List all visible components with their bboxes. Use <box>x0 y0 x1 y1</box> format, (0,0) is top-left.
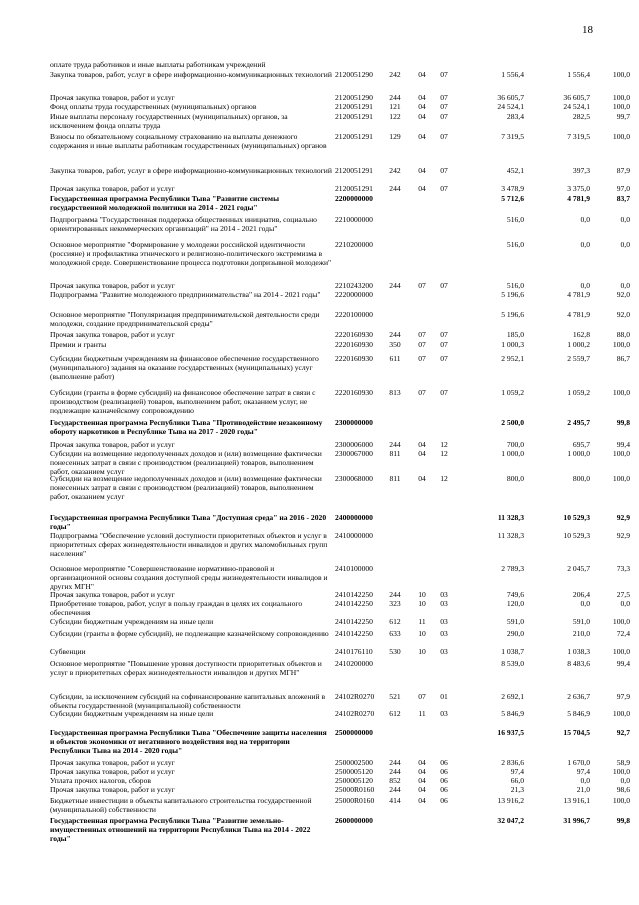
table-cell-code: 2220160930 <box>335 354 373 363</box>
table-cell-expense-type: 244 <box>389 330 401 339</box>
table-cell-plan: 66,0 <box>510 776 524 785</box>
table-cell-percent: 0,0 <box>620 281 630 290</box>
table-cell-plan: 21,3 <box>510 785 524 794</box>
table-cell-subsection: 03 <box>440 599 448 608</box>
table-cell-subsection: 07 <box>440 388 448 397</box>
table-cell-expense-type: 244 <box>389 93 401 102</box>
table-cell-code: 2120051291 <box>335 102 373 111</box>
table-cell-name: Прочая закупка товаров, работ и услуг <box>50 184 175 193</box>
table-cell-percent: 100,0 <box>612 388 630 397</box>
table-cell-section: 07 <box>418 281 426 290</box>
table-cell-fact: 2 636,7 <box>567 692 590 701</box>
table-cell-fact: 591,0 <box>572 617 590 626</box>
table-cell-percent: 92,0 <box>616 310 630 319</box>
table-cell-expense-type: 244 <box>389 281 401 290</box>
table-cell-name: Подпрограмма "Развитие молодежного предпринимательства" на 2014 - 2021 годы" <box>50 290 321 299</box>
table-cell-plan: 283,4 <box>506 112 524 121</box>
table-cell-name: Прочая закупка товаров, работ и услуг <box>50 281 175 290</box>
table-cell-subsection: 12 <box>440 440 448 449</box>
table-cell-percent: 92,7 <box>616 728 630 737</box>
table-cell-plan: 516,0 <box>506 281 524 290</box>
table-cell-name: Субсидии бюджетным учреждениям на иные цели <box>50 709 214 718</box>
table-cell-section: 04 <box>418 758 426 767</box>
table-cell-section: 07 <box>418 330 426 339</box>
table-cell-name: Субсидии бюджетным учреждениям на иные цели <box>50 617 214 626</box>
table-cell-fact: 0,0 <box>580 776 590 785</box>
table-cell-fact: 4 781,9 <box>567 290 590 299</box>
table-cell-percent: 87,9 <box>616 166 630 175</box>
table-cell-percent: 100,0 <box>612 647 630 656</box>
table-cell-fact: 0,0 <box>580 281 590 290</box>
table-cell-code: 24102R0270 <box>335 692 375 701</box>
table-cell-code: 2410142250 <box>335 590 373 599</box>
table-cell-name: Субсидии бюджетным учреждениям на финансовое обеспечение государственного (муниципального) задания на оказание государственных (муниципальных) услуг (выполнение работ) <box>50 354 319 381</box>
table-cell-section: 04 <box>418 474 426 483</box>
table-cell-subsection: 07 <box>440 102 448 111</box>
table-cell-name: Государственная программа Республики Тыва "Противодействие незаконному обороту наркотиков в Республике Тыва на 2017 - 2020 годы" <box>50 418 323 436</box>
table-cell-expense-type: 323 <box>389 599 401 608</box>
table-cell-subsection: 06 <box>440 776 448 785</box>
table-cell-expense-type: 852 <box>389 776 401 785</box>
table-cell-fact: 2 559,7 <box>567 354 590 363</box>
table-cell-code: 2400000000 <box>335 513 373 522</box>
table-cell-section: 07 <box>418 388 426 397</box>
table-cell-subsection: 07 <box>440 112 448 121</box>
table-cell-fact: 36 605,7 <box>563 93 590 102</box>
table-cell-expense-type: 633 <box>389 629 401 638</box>
table-cell-fact: 8 483,6 <box>567 659 590 668</box>
table-cell-percent: 99,8 <box>616 816 630 825</box>
table-cell-code: 2210200000 <box>335 240 373 249</box>
table-cell-expense-type: 612 <box>389 617 401 626</box>
table-cell-fact: 1 670,0 <box>567 758 590 767</box>
table-cell-name: Субсидии на возмещение недополученных доходов и (или) возмещение фактически понесенных затрат в связи с производством (реализацией) товаров, выполнением работ, оказанием услуг <box>50 449 322 476</box>
table-cell-name: Уплата прочих налогов, сборов <box>50 776 151 785</box>
table-cell-subsection: 07 <box>440 184 448 193</box>
table-cell-fact: 31 996,7 <box>563 816 590 825</box>
table-cell-section: 04 <box>418 184 426 193</box>
table-cell-percent: 92,9 <box>616 513 630 522</box>
table-cell-section: 10 <box>418 647 426 656</box>
table-cell-percent: 88,0 <box>616 330 630 339</box>
table-cell-code: 2210243200 <box>335 281 373 290</box>
table-cell-code: 2410142250 <box>335 599 373 608</box>
table-cell-expense-type: 244 <box>389 184 401 193</box>
table-cell-name: оплате труда работников и иные выплаты работникам учреждений <box>50 60 266 69</box>
table-cell-percent: 99,4 <box>616 440 630 449</box>
table-cell-subsection: 03 <box>440 617 448 626</box>
table-cell-fact: 21,0 <box>576 785 590 794</box>
table-cell-plan: 5 196,6 <box>501 310 524 319</box>
table-cell-code: 2120051290 <box>335 70 373 79</box>
table-cell-percent: 92,9 <box>616 531 630 540</box>
table-cell-name: Основное мероприятие "Совершенствование нормативно-правовой и организационной основы создания доступной среды жизнедеятельности инвалидов и других МГН" <box>50 564 328 591</box>
table-cell-code: 2410176110 <box>335 647 373 656</box>
table-cell-subsection: 07 <box>440 354 448 363</box>
table-cell-percent: 99,8 <box>616 418 630 427</box>
table-cell-expense-type: 612 <box>389 709 401 718</box>
table-cell-name: Субсидии (гранты в форме субсидий) на финансовое обеспечение затрат в связи с производством (реализацией) товаров, выполнением работ, оказанием услуг, не подлежащие казначейскому сопровождению <box>50 388 316 415</box>
table-cell-subsection: 07 <box>440 166 448 175</box>
table-cell-expense-type: 811 <box>389 474 401 483</box>
table-cell-plan: 5 846,9 <box>501 709 524 718</box>
table-cell-name: Фонд оплаты труда государственных (муниципальных) органов <box>50 102 257 111</box>
table-cell-name: Бюджетные инвестиции в объекты капитального строительства государственной (муниципальной) собственности <box>50 796 312 814</box>
table-cell-percent: 100,0 <box>612 102 630 111</box>
page-number: 18 <box>582 24 593 36</box>
table-cell-expense-type: 813 <box>389 388 401 397</box>
table-cell-fact: 15 704,5 <box>563 728 590 737</box>
table-cell-code: 2410200000 <box>335 659 373 668</box>
table-cell-name: Государственная программа Республики Тыва "Доступная среда" на 2016 - 2020 годы" <box>50 513 327 531</box>
table-cell-section: 10 <box>418 629 426 638</box>
table-cell-subsection: 06 <box>440 758 448 767</box>
table-cell-expense-type: 521 <box>389 692 401 701</box>
table-cell-subsection: 03 <box>440 629 448 638</box>
table-cell-fact: 4 781,9 <box>567 194 590 203</box>
table-cell-section: 04 <box>418 796 426 805</box>
table-cell-section: 04 <box>418 785 426 794</box>
table-cell-name: Прочая закупка товаров, работ и услуг <box>50 758 175 767</box>
table-cell-name: Подпрограмма "Государственная поддержка общественных инициатив, социально ориентированных некоммерческих организаций" на 2014 - 2021 годы" <box>50 215 317 233</box>
table-cell-fact: 1 000,0 <box>567 449 590 458</box>
table-cell-expense-type: 244 <box>389 590 401 599</box>
table-cell-section: 07 <box>418 354 426 363</box>
table-cell-fact: 162,8 <box>572 330 590 339</box>
table-cell-percent: 100,0 <box>612 132 630 141</box>
table-cell-expense-type: 244 <box>389 758 401 767</box>
table-cell-section: 07 <box>418 340 426 349</box>
table-cell-name: Взносы по обязательному социальному страхованию на выплаты денежного содержания и иные выплаты работникам государственных (муниципальных) органов <box>50 132 327 150</box>
table-cell-expense-type: 530 <box>389 647 401 656</box>
table-cell-percent: 99,4 <box>616 659 630 668</box>
table-cell-plan: 290,0 <box>506 629 524 638</box>
table-cell-code: 2500005120 <box>335 776 373 785</box>
table-cell-code: 2500002500 <box>335 758 373 767</box>
table-cell-section: 04 <box>418 70 426 79</box>
table-cell-subsection: 12 <box>440 474 448 483</box>
table-cell-plan: 1 038,7 <box>501 647 524 656</box>
table-cell-plan: 749,6 <box>506 590 524 599</box>
table-cell-percent: 0,0 <box>620 215 630 224</box>
table-cell-code: 2220100000 <box>335 310 373 319</box>
table-cell-plan: 8 539,0 <box>501 659 524 668</box>
table-cell-section: 11 <box>418 617 426 626</box>
table-cell-fact: 3 375,0 <box>567 184 590 193</box>
table-cell-percent: 97,0 <box>616 184 630 193</box>
table-cell-code: 2300068000 <box>335 474 373 483</box>
table-cell-subsection: 03 <box>440 590 448 599</box>
table-cell-section: 10 <box>418 590 426 599</box>
table-cell-plan: 591,0 <box>506 617 524 626</box>
table-cell-code: 2300006000 <box>335 440 373 449</box>
table-cell-subsection: 07 <box>440 330 448 339</box>
table-cell-plan: 452,1 <box>506 166 524 175</box>
table-cell-percent: 100,0 <box>612 70 630 79</box>
table-cell-name: Государственная программа Республики Тыва "Развитие системы государственной молодежной политики на 2014 - 2021 годы" <box>50 194 280 212</box>
table-cell-code: 2220160930 <box>335 388 373 397</box>
table-cell-plan: 11 328,3 <box>497 513 524 522</box>
table-cell-subsection: 03 <box>440 709 448 718</box>
table-cell-name: Прочая закупка товаров, работ и услуг <box>50 330 175 339</box>
table-cell-section: 04 <box>418 166 426 175</box>
table-cell-plan: 2 952,1 <box>501 354 524 363</box>
table-cell-section: 04 <box>418 767 426 776</box>
table-cell-fact: 2 495,7 <box>567 418 590 427</box>
table-cell-name: Премии и гранты <box>50 340 107 349</box>
table-cell-plan: 2 500,0 <box>501 418 524 427</box>
table-cell-plan: 32 047,2 <box>497 816 524 825</box>
table-cell-percent: 100,0 <box>612 796 630 805</box>
table-cell-percent: 72,4 <box>616 629 630 638</box>
table-cell-fact: 13 916,1 <box>563 796 590 805</box>
table-cell-subsection: 06 <box>440 785 448 794</box>
table-cell-subsection: 03 <box>440 647 448 656</box>
table-cell-code: 2220000000 <box>335 290 373 299</box>
table-cell-plan: 2 789,3 <box>501 564 524 573</box>
table-cell-plan: 2 692,1 <box>501 692 524 701</box>
table-cell-plan: 5 712,6 <box>501 194 524 203</box>
table-cell-expense-type: 244 <box>389 785 401 794</box>
table-cell-section: 10 <box>418 599 426 608</box>
table-cell-percent: 100,0 <box>612 617 630 626</box>
table-cell-section: 04 <box>418 449 426 458</box>
table-cell-percent: 0,0 <box>620 240 630 249</box>
table-cell-expense-type: 414 <box>389 796 401 805</box>
table-cell-fact: 1 000,2 <box>567 340 590 349</box>
table-cell-plan: 1 059,2 <box>501 388 524 397</box>
table-cell-code: 2120051291 <box>335 166 373 175</box>
table-cell-plan: 3 478,9 <box>501 184 524 193</box>
table-cell-code: 2410100000 <box>335 564 373 573</box>
table-cell-plan: 5 196,6 <box>501 290 524 299</box>
table-cell-code: 2120051291 <box>335 184 373 193</box>
table-cell-subsection: 07 <box>440 93 448 102</box>
table-cell-percent: 98,6 <box>616 785 630 794</box>
table-cell-section: 11 <box>418 709 426 718</box>
table-cell-code: 2300000000 <box>335 418 373 427</box>
table-cell-fact: 695,7 <box>572 440 590 449</box>
table-cell-code: 2120051290 <box>335 93 373 102</box>
table-cell-subsection: 07 <box>440 70 448 79</box>
table-cell-percent: 100,0 <box>612 767 630 776</box>
table-cell-fact: 10 529,3 <box>563 531 590 540</box>
table-cell-name: Прочая закупка товаров, работ и услуг <box>50 785 175 794</box>
table-cell-fact: 0,0 <box>580 599 590 608</box>
table-cell-expense-type: 242 <box>389 166 401 175</box>
table-cell-name: Государственная программа Республики Тыва "Обеспечение защиты населения и объектов экономики от негативного воздействия вод на территории Республики Тыва на 2014 - 2020 годы" <box>50 728 327 755</box>
table-cell-name: Закупка товаров, работ, услуг в сфере информационно-коммуникационных технологий <box>50 70 332 79</box>
table-cell-code: 2220160930 <box>335 330 373 339</box>
table-cell-fact: 0,0 <box>580 240 590 249</box>
table-cell-fact: 10 529,3 <box>563 513 590 522</box>
table-cell-percent: 100,0 <box>612 709 630 718</box>
table-cell-plan: 16 937,5 <box>497 728 524 737</box>
table-cell-code: 2410142250 <box>335 629 373 638</box>
table-cell-fact: 7 319,5 <box>567 132 590 141</box>
table-cell-subsection: 12 <box>440 449 448 458</box>
table-cell-expense-type: 129 <box>389 132 401 141</box>
table-cell-percent: 100,0 <box>612 449 630 458</box>
table-cell-percent: 0,0 <box>620 599 630 608</box>
table-cell-fact: 206,4 <box>572 590 590 599</box>
table-cell-code: 2210000000 <box>335 215 373 224</box>
table-cell-percent: 0,0 <box>620 776 630 785</box>
table-cell-plan: 24 524,1 <box>497 102 524 111</box>
table-cell-section: 04 <box>418 440 426 449</box>
table-cell-section: 04 <box>418 776 426 785</box>
table-cell-code: 2410000000 <box>335 531 373 540</box>
table-cell-subsection: 07 <box>440 132 448 141</box>
table-cell-percent: 100,0 <box>612 93 630 102</box>
table-cell-expense-type: 122 <box>389 112 401 121</box>
table-cell-fact: 97,4 <box>576 767 590 776</box>
table-cell-percent: 92,0 <box>616 290 630 299</box>
table-cell-fact: 1 038,3 <box>567 647 590 656</box>
table-cell-name: Субвенции <box>50 647 86 656</box>
table-cell-expense-type: 244 <box>389 767 401 776</box>
table-cell-percent: 99,7 <box>616 112 630 121</box>
table-cell-percent: 97,9 <box>616 692 630 701</box>
table-cell-code: 2120051291 <box>335 112 373 121</box>
table-cell-plan: 120,0 <box>506 599 524 608</box>
table-cell-plan: 2 836,6 <box>501 758 524 767</box>
table-cell-fact: 1 556,4 <box>567 70 590 79</box>
table-cell-fact: 4 781,9 <box>567 310 590 319</box>
table-cell-name: Подпрограмма "Обеспечение условий доступности приоритетных объектов и услуг в приоритетных сферах жизнедеятельности инвалидов и других маломобильных групп населения" <box>50 531 328 558</box>
table-cell-name: Прочая закупка товаров, работ и услуг <box>50 440 175 449</box>
table-cell-code: 2200000000 <box>335 194 373 203</box>
table-cell-name: Основное мероприятие "Формирование у молодежи российской идентичности (россияне) и профилактика этнического и религиозно-политического экстремизма в молодежной среде. Совершенствование процесса подготовки допризывной молодежи" <box>50 240 332 267</box>
table-cell-section: 04 <box>418 93 426 102</box>
table-cell-expense-type: 121 <box>389 102 401 111</box>
table-cell-section: 04 <box>418 132 426 141</box>
table-cell-subsection: 07 <box>440 281 448 290</box>
table-cell-percent: 86,7 <box>616 354 630 363</box>
table-cell-code: 2300067000 <box>335 449 373 458</box>
table-cell-plan: 97,4 <box>510 767 524 776</box>
table-cell-name: Прочая закупка товаров, работ и услуг <box>50 590 175 599</box>
table-cell-name: Иные выплаты персоналу государственных (муниципальных) органов, за исключением фонда оплаты труда <box>50 112 288 130</box>
table-cell-plan: 36 605,7 <box>497 93 524 102</box>
table-cell-name: Основное мероприятие "Популяризация предпринимательской деятельности среди молодежи, создание предпринимательской среды" <box>50 310 320 328</box>
table-cell-subsection: 07 <box>440 340 448 349</box>
table-cell-fact: 282,5 <box>572 112 590 121</box>
table-cell-plan: 800,0 <box>506 474 524 483</box>
table-cell-percent: 100,0 <box>612 340 630 349</box>
table-cell-name: Субсидии, за исключением субсидий на софинансирование капитальных вложений в объекты государственной (муниципальной) собственности <box>50 692 326 710</box>
table-cell-percent: 58,9 <box>616 758 630 767</box>
table-cell-section: 04 <box>418 112 426 121</box>
table-cell-code: 2220160930 <box>335 340 373 349</box>
table-cell-plan: 11 328,3 <box>497 531 524 540</box>
table-cell-fact: 0,0 <box>580 215 590 224</box>
table-cell-plan: 7 319,5 <box>501 132 524 141</box>
table-cell-plan: 185,0 <box>506 330 524 339</box>
table-cell-expense-type: 242 <box>389 70 401 79</box>
table-cell-name: Государственная программа Республики Тыва "Развитие земельно-имущественных отношений на территории Республики Тыва на 2014 - 2022 годы" <box>50 816 311 843</box>
table-cell-expense-type: 811 <box>389 449 401 458</box>
table-cell-subsection: 01 <box>440 692 448 701</box>
table-cell-section: 04 <box>418 102 426 111</box>
table-cell-plan: 1 556,4 <box>501 70 524 79</box>
table-cell-expense-type: 611 <box>389 354 401 363</box>
table-cell-percent: 73,3 <box>616 564 630 573</box>
table-cell-fact: 1 059,2 <box>567 388 590 397</box>
table-cell-section: 07 <box>418 692 426 701</box>
table-cell-expense-type: 244 <box>389 440 401 449</box>
table-cell-plan: 516,0 <box>506 240 524 249</box>
table-cell-code: 25000R0160 <box>335 785 375 794</box>
table-cell-code: 2500000000 <box>335 728 373 737</box>
table-cell-fact: 24 524,1 <box>563 102 590 111</box>
table-cell-plan: 1 000,0 <box>501 449 524 458</box>
table-cell-fact: 210,0 <box>572 629 590 638</box>
table-cell-name: Основное мероприятие "Повышение уровня доступности приоритетных объектов и услуг в приоритетных сферах жизнедеятельности инвалидов и других МГН" <box>50 659 322 677</box>
table-cell-name: Прочая закупка товаров, работ и услуг <box>50 93 175 102</box>
table-cell-plan: 13 916,2 <box>497 796 524 805</box>
table-cell-code: 24102R0270 <box>335 709 375 718</box>
table-cell-plan: 700,0 <box>506 440 524 449</box>
table-cell-name: Приобретение товаров, работ, услуг в пользу граждан в целях их социального обеспечения <box>50 599 303 617</box>
table-cell-plan: 516,0 <box>506 215 524 224</box>
table-cell-expense-type: 350 <box>389 340 401 349</box>
table-cell-fact: 397,3 <box>572 166 590 175</box>
table-cell-name: Субсидии (гранты в форме субсидий), не подлежащие казначейскому сопровождению <box>50 629 329 638</box>
table-cell-name: Закупка товаров, работ, услуг в сфере информационно-коммуникационных технологий <box>50 166 332 175</box>
table-cell-percent: 100,0 <box>612 474 630 483</box>
table-cell-fact: 5 846,9 <box>567 709 590 718</box>
table-cell-percent: 83,7 <box>616 194 630 203</box>
table-cell-code: 25000R0160 <box>335 796 375 805</box>
table-cell-percent: 27,5 <box>616 590 630 599</box>
table-cell-code: 2120051291 <box>335 132 373 141</box>
table-cell-code: 2600000000 <box>335 816 373 825</box>
table-cell-plan: 1 000,3 <box>501 340 524 349</box>
table-cell-subsection: 06 <box>440 767 448 776</box>
table-cell-subsection: 06 <box>440 796 448 805</box>
table-cell-code: 2410142250 <box>335 617 373 626</box>
table-cell-fact: 2 045,7 <box>567 564 590 573</box>
table-cell-name: Субсидии на возмещение недополученных доходов и (или) возмещение фактически понесенных затрат в связи с производством (реализацией) товаров, выполнением работ, оказанием услуг <box>50 474 322 501</box>
table-cell-code: 2500005120 <box>335 767 373 776</box>
table-cell-name: Прочая закупка товаров, работ и услуг <box>50 767 175 776</box>
table-cell-fact: 800,0 <box>572 474 590 483</box>
